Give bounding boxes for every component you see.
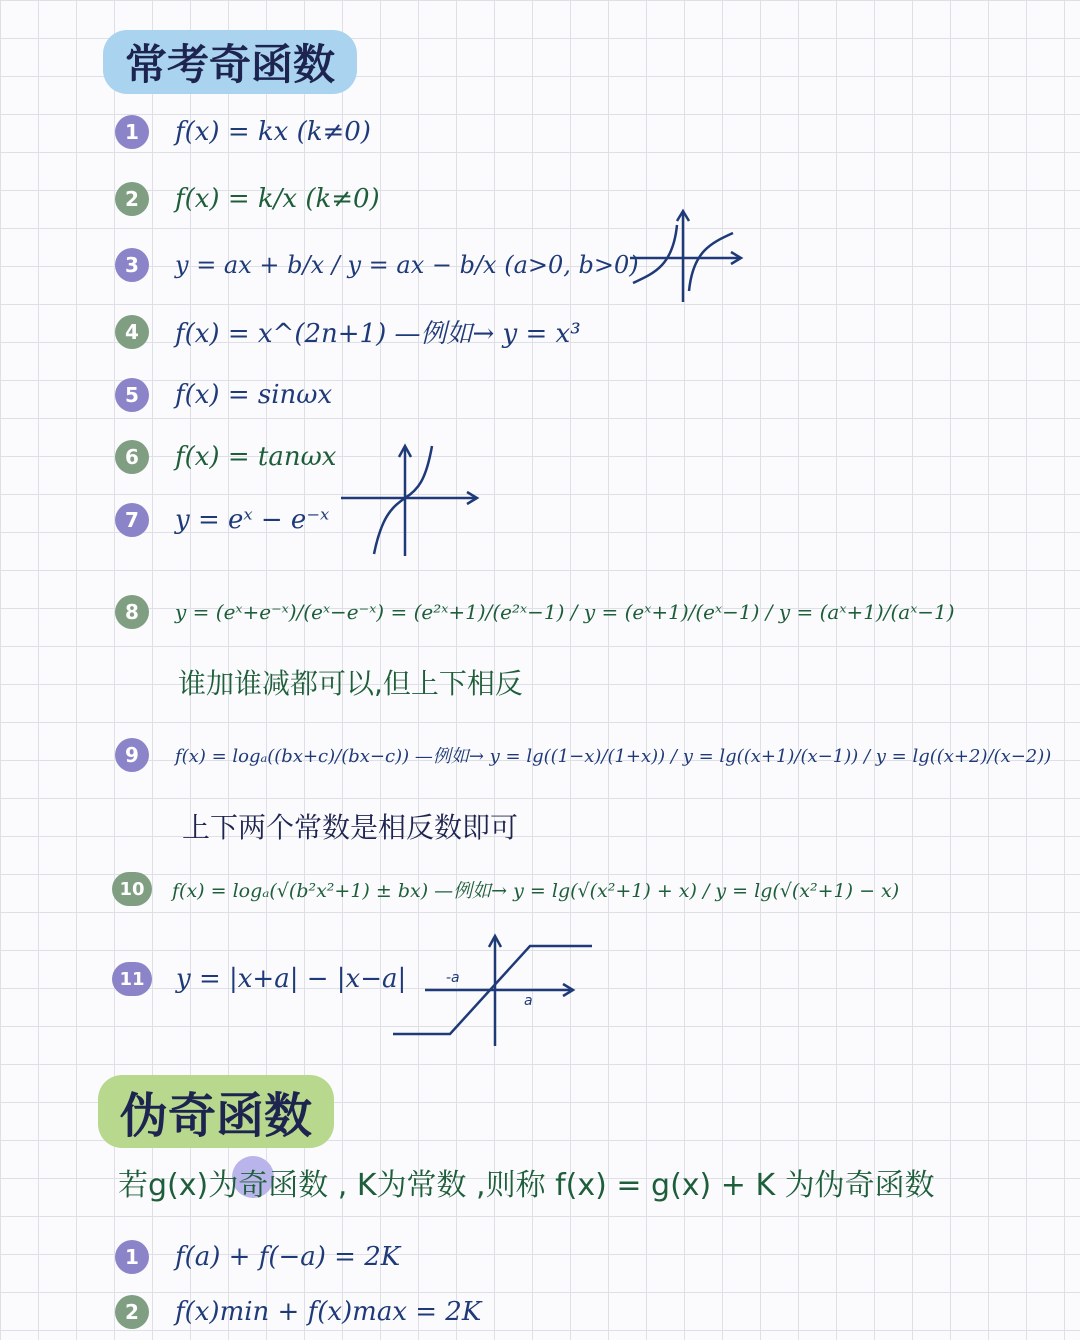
definition-prefix: 若g(x)为 <box>118 1168 239 1203</box>
odd-item-8 <box>115 595 955 629</box>
odd-item-7 <box>115 503 329 537</box>
pseudo-item-2 <box>115 1295 481 1329</box>
odd-item-3 <box>115 248 639 282</box>
formula: y = (eˣ+e⁻ˣ)/(eˣ−e⁻ˣ) = (e²ˣ+1)/(e²ˣ−1) / y = (eˣ+1)/(eˣ−1) / y = (aˣ+1)/(aˣ−1) <box>175 600 955 624</box>
graph-item-7 <box>338 440 483 560</box>
item-number-badge: 5 <box>115 378 149 412</box>
formula: f(x) = logₐ(√(b²x²+1) ± bx) —例如→ y = lg(√(x²+1) + x) / y = lg(√(x²+1) − x) <box>172 879 900 902</box>
item-number-badge: 3 <box>115 248 149 282</box>
item-number-badge: 1 <box>115 1240 149 1274</box>
formula: f(a) + f(−a) = 2K <box>175 1242 401 1272</box>
item-number-badge: 7 <box>115 503 149 537</box>
item-number-badge: 8 <box>115 595 149 629</box>
item-number-badge: 10 <box>112 872 152 906</box>
item-number-badge: 2 <box>115 1295 149 1329</box>
odd-item-5 <box>115 378 332 412</box>
formula: y = ax + b/x / y = ax − b/x (a>0, b>0) <box>175 251 639 279</box>
highlighted-word: 奇 <box>238 1160 268 1204</box>
pseudo-odd-definition <box>118 1160 935 1204</box>
item-number-badge: 6 <box>115 440 149 474</box>
formula: f(x)min + f(x)max = 2K <box>175 1297 482 1327</box>
pseudo-item-1 <box>115 1240 400 1274</box>
formula: y = eˣ − e⁻ˣ <box>175 505 330 535</box>
item-number-badge: 1 <box>115 115 149 149</box>
graph-item-11 <box>390 930 600 1050</box>
item-number-badge: 2 <box>115 182 149 216</box>
formula: y = |x+a| − |x−a| <box>176 964 407 994</box>
formula: f(x) = k/x (k≠0) <box>175 184 380 214</box>
formula: f(x) = sinωx <box>175 380 333 410</box>
graph-item-3 <box>625 205 745 305</box>
formula: f(x) = tanωx <box>175 442 337 472</box>
formula: f(x) = x^(2n+1) —例如→ y = x³ <box>175 319 581 349</box>
odd-item-2 <box>115 182 380 216</box>
pseudo-odd-functions-title: 伪奇函数 <box>98 1075 334 1148</box>
odd-item-9 <box>115 738 1051 772</box>
note-item-8: 谁加谁减都可以,但上下相反 <box>178 667 523 700</box>
item-number-badge: 9 <box>115 738 149 772</box>
item-number-badge: 4 <box>115 315 149 349</box>
odd-item-11 <box>112 962 406 996</box>
note-item-9: 上下两个常数是相反数即可 <box>182 811 519 844</box>
graph-label-neg-a: -a <box>446 970 460 986</box>
odd-item-1 <box>115 115 371 149</box>
formula: f(x) = kx (k≠0) <box>175 117 371 147</box>
odd-item-4 <box>115 313 581 350</box>
item-number-badge: 11 <box>112 962 152 996</box>
odd-item-10 <box>112 872 899 906</box>
formula: f(x) = logₐ((bx+c)/(bx−c)) —例如→ y = lg((1−x)/(1+x)) / y = lg((x+1)/(x−1)) / y = lg((x+2)/(x−2)) <box>175 746 1052 767</box>
graph-label-a: a <box>524 993 533 1009</box>
definition-suffix: 函数 , K为常数 ,则称 f(x) = g(x) + K 为伪奇函数 <box>268 1168 935 1203</box>
odd-functions-title: 常考奇函数 <box>103 30 357 94</box>
odd-item-6 <box>115 440 336 474</box>
